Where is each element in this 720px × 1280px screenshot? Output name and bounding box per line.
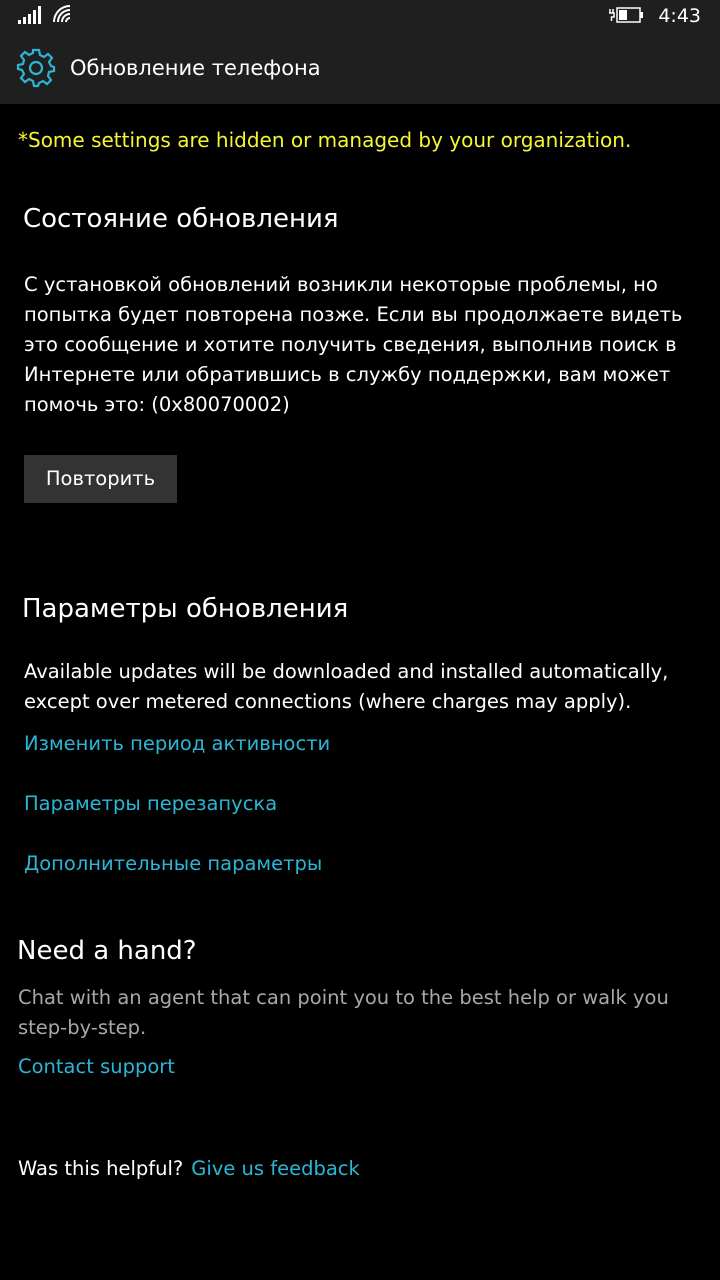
update-settings-heading: Параметры обновления: [22, 594, 349, 624]
managed-settings-notice: *Some settings are hidden or managed by your organization.: [18, 128, 632, 152]
wifi-icon: [52, 4, 76, 24]
update-settings-description: [24, 657, 668, 717]
page-title: Обновление телефона: [70, 56, 321, 80]
retry-button[interactable]: Повторить: [24, 455, 177, 503]
restart-options-link[interactable]: Параметры перезапуска: [24, 792, 278, 815]
advanced-options-link[interactable]: Дополнительные параметры: [24, 852, 323, 875]
help-heading: Need a hand?: [17, 936, 197, 966]
help-line: step-by-step.: [18, 1016, 147, 1039]
update-status-message: [24, 270, 682, 420]
settings-line: except over metered connections (where charges may apply).: [24, 690, 632, 713]
status-line: помочь это: (0x80070002): [24, 393, 290, 416]
helpful-question: Was this helpful?: [18, 1157, 184, 1180]
battery-charging-icon: [608, 5, 644, 25]
clock: 4:43: [658, 5, 701, 27]
title-bar: [0, 44, 720, 92]
update-status-heading: Состояние обновления: [23, 204, 339, 234]
status-line: попытка будет повторена позже. Если вы продолжаете видеть: [24, 303, 683, 326]
contact-support-link[interactable]: Contact support: [18, 1055, 175, 1078]
gear-icon: [16, 48, 56, 88]
status-bar: [0, 0, 720, 34]
feedback-row: [18, 1154, 360, 1184]
settings-line: Available updates will be downloaded and installed automatically,: [24, 660, 669, 683]
status-line: Интернете или обратившись в службу поддержки, вам может: [24, 363, 671, 386]
status-line: С установкой обновлений возникли некоторые проблемы, но: [24, 273, 658, 296]
help-description: [18, 983, 669, 1043]
top-area: [0, 0, 720, 104]
help-line: Chat with an agent that can point you to the best help or walk you: [18, 986, 669, 1009]
give-feedback-link[interactable]: Give us feedback: [191, 1157, 360, 1180]
status-line: это сообщение и хотите получить сведения, выполнив поиск в: [24, 333, 677, 356]
change-active-hours-link[interactable]: Изменить период активности: [24, 732, 331, 755]
signal-icon: [18, 6, 42, 24]
